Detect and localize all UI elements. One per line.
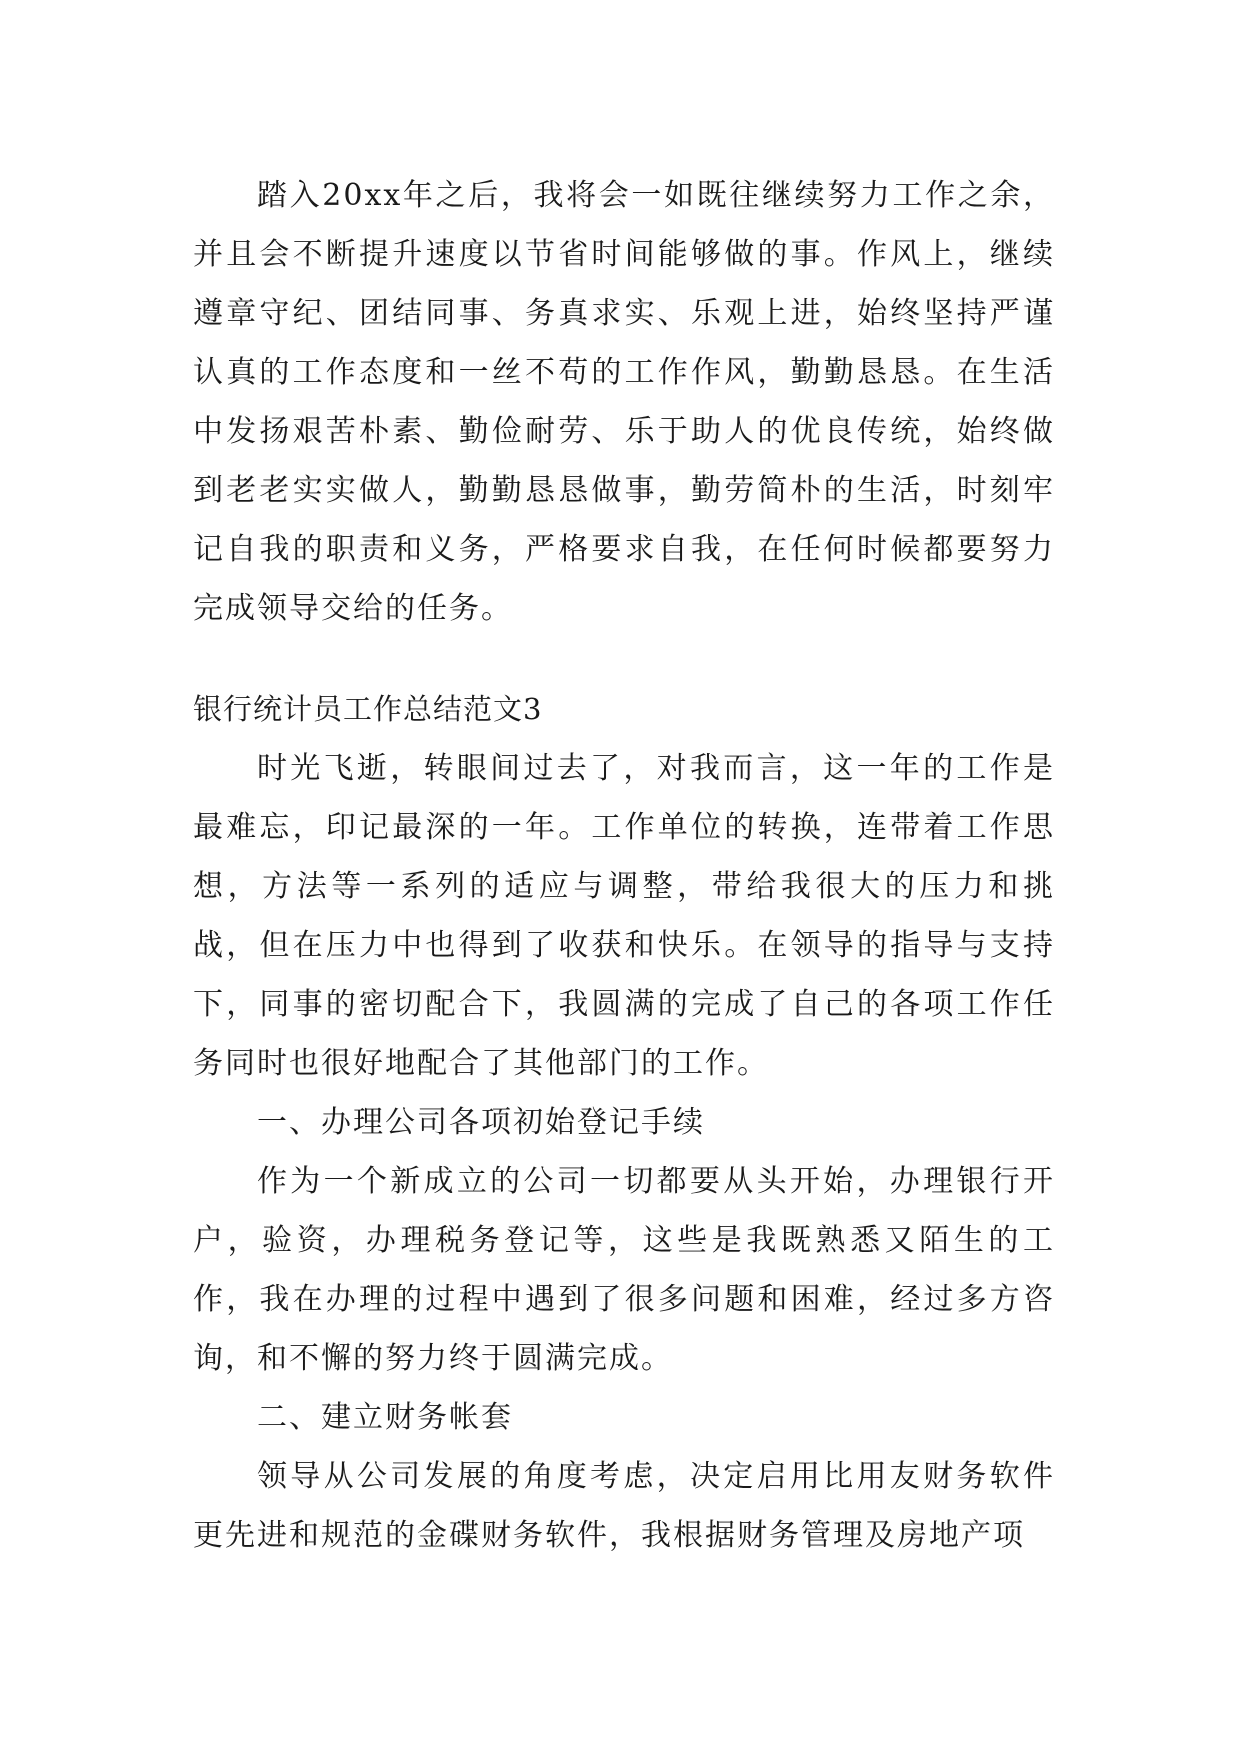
paragraph-intro: 时光飞逝，转眼间过去了，对我而言，这一年的工作是最难忘，印记最深的一年。工作单位的转换，连带着工作思想，方法等一系列的适应与调整，带给我很大的压力和挑战，但在压力中也得到了收获和快乐。在领导的指导与支持下，同事的密切配合下，我圆满的完成了自己的各项工作任务同时也很好地配合了其他部门的工作。 <box>193 751 1055 1081</box>
item1-title: 一、办理公司各项初始登记手续 <box>257 1105 705 1140</box>
section-title: 银行统计员工作总结范文3 <box>193 692 543 726</box>
document-body <box>193 166 1055 1565</box>
paragraph-work-attitude: 踏入20xx年之后，我将会一如既往继续努力工作之余，并且会不断提升速度以节省时间能够做的事。作风上，继续遵章守纪、团结同事、务真求实、乐观上进，始终坚持严谨认真的工作态度和一丝不苟的工作作风，勤勤恳恳。在生活中发扬艰苦朴素、勤俭耐劳、乐于助人的优良传统，始终做到老老实实做人，勤勤恳恳做事，勤劳简朴的生活，时刻牢记自我的职责和义务，严格要求自我，在任何时候都要努力完成领导交给的任务。 <box>193 178 1055 626</box>
item2-body: 领导从公司发展的角度考虑，决定启用比用友财务软件更先进和规范的金碟财务软件，我根据财务管理及房地产项 <box>193 1459 1055 1553</box>
item1-body: 作为一个新成立的公司一切都要从头开始，办理银行开户，验资，办理税务登记等，这些是我既熟悉又陌生的工作，我在办理的过程中遇到了很多问题和困难，经过多方咨询，和不懈的努力终于圆满完成。 <box>193 1164 1055 1376</box>
item2-title: 二、建立财务帐套 <box>257 1400 513 1435</box>
